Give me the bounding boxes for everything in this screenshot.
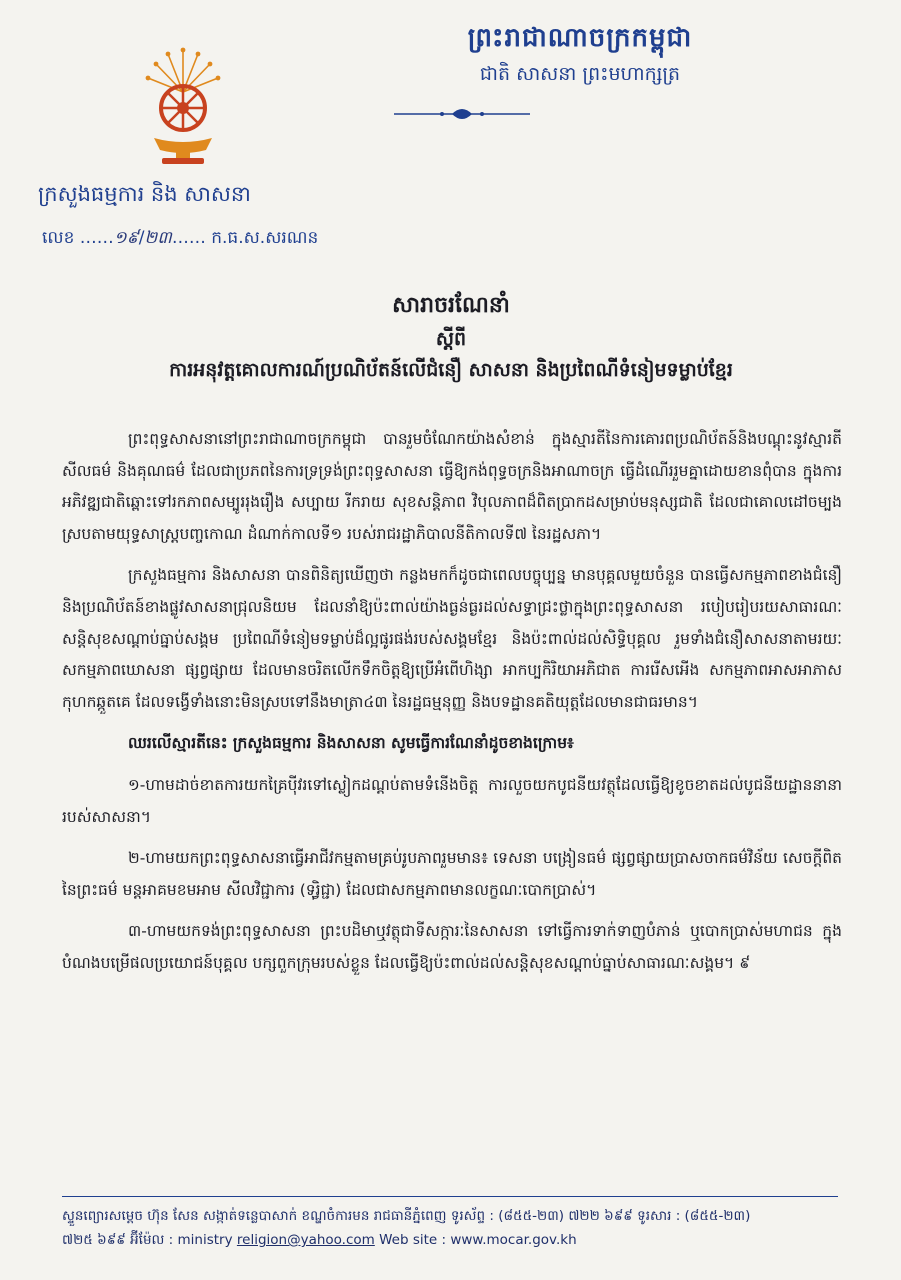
document-type: សារាចរណែនាំ <box>392 293 510 318</box>
ref-number: ១៩ <box>113 228 139 248</box>
instruction-item-3-text: ៣-ហាមយកទង់ព្រះពុទ្ធសាសនា ព្រះបដិមាឬវត្ថុជាទីសក្ការៈនៃសាសនា ទៅធ្វើការទាក់ទាញបំភាន់ ឬបោកប្រាស់មហាជន ក្នុងបំណងបម្រើផលប្រយោជន៍បុគ្គល បក្សពួកក្រុមរបស់ខ្លួន ដែលធ្វើឱ្យប៉ះពាល់ដល់សន្តិសុខសណ្តាប់ធ្នាប់សាធារណៈសង្គម។ <box>62 922 842 972</box>
kingdom-title: ព្រះរាជាណាចក្រកម្ពុជា <box>467 23 693 53</box>
kingdom-header <box>300 18 860 90</box>
instruction-item-3 <box>62 916 842 979</box>
footer-contact-line <box>62 1228 838 1252</box>
instruction-item-1: ១-ហាមដាច់ខាតការយកគ្រៃប៉ីវរទៅស្លៀកដណ្តប់តាមទំនើងចិត្ត ការលួចយកបូជនីយវត្ថុដែលធ្វើឱ្យខូចខាតដល់បូជនីយដ្ឋាននានារបស់សាសនា។ <box>62 775 842 826</box>
header-ornament-icon <box>392 104 532 124</box>
ref-label: លេខ <box>42 228 75 248</box>
email-link[interactable]: religion@yahoo.com <box>236 1232 375 1248</box>
ref-code: ក.ធ.ស.សរណន <box>211 228 319 248</box>
national-motto: ជាតិ សាសនា ព្រះមហាក្សត្រ <box>479 63 681 85</box>
paragraph-3: ឈរលើស្មារតីនេះ ក្រសួងធម្មការ និងសាសនា សូមធ្វើការណែនាំដូចខាងក្រោម៖ <box>128 734 574 753</box>
paragraph-2: ក្រសួងធម្មការ និងសាសនា បានពិនិត្យឃើញថា កន្លងមកក៏ដូចជាពេលបច្ចុប្បន្ន មានបុគ្គលមួយចំនួន បានធ្វើសកម្មភាពខាងជំនឿ និងប្រណិប័តន៍ខាងផ្លូវសាសនាជ្រុលនិយម ដែលនាំឱ្យប៉ះពាល់យ៉ាងធ្ងន់ធ្ងរដល់សទ្ធាជ្រះថ្លាក្នុងព្រះពុទ្ធសាសនា របៀបរៀបរយសាធារណៈ សន្តិសុខសណ្តាប់ធ្នាប់សង្គម ប្រពៃណីទំនៀមទម្លាប់ដ៏ល្អផូរផង់របស់សង្គមខ្មែរ និងប៉ះពាល់ដល់សិទ្ធិបុគ្គល រួមទាំងជំនឿសាសនាតាមរយៈសកម្មភាពឃោសនា ផ្សព្វផ្សាយ ដែលមានចរិតលើកទឹកចិត្តឱ្យប្រើអំពើហិង្សា អាកប្បកិរិយាអភិជាត ការរើសអើង សកម្មភាពអាសអាភាស កុហកឆ្កួតគេ ដែលទង្វើទាំងនោះមិនស្របទៅនឹងមាត្រា៤៣ នៃរដ្ឋធម្មនុញ្ញ និងបទដ្ឋានគតិយុត្តដែលមានជាធរមាន។ <box>62 566 842 711</box>
ref-year: ២៣ <box>144 228 172 248</box>
ministry-emblem-icon <box>140 46 226 166</box>
subject-prefix: ស្តីពី <box>435 328 467 350</box>
footer-contact-prefix: ៧២៥ ៦៩៩ អ៊ីម៉ែល : ministry <box>62 1232 237 1248</box>
document-body <box>62 424 842 990</box>
footer-website: Web site : www.mocar.gov.kh <box>374 1232 577 1248</box>
document-subject: ការអនុវត្តគោលការណ៍ប្រណិប័តន៍លើជំនឿ សាសនា និងប្រពៃណីទំនៀមទម្លាប់ខ្មែរ <box>169 359 733 381</box>
footer-address-line: ស្ទួនព្យោរសម្តេច ហ៊ុន សែន សង្កាត់ទន្លេបាសាក់ ខណ្ឌចំការមន រាជធានីភ្នំពេញ ទូរស័ព្ទ : (៨៥៥-២៣) ៧២២ ៦៩៩ ទូរសារ : (៨៥៥-២៣) <box>62 1208 751 1224</box>
ministry-name: ក្រសួងធម្មការ និង សាសនា <box>38 182 251 206</box>
reference-number-line: លេខ ……១៩/២៣…… ក.ធ.ស.សរណន <box>42 228 319 248</box>
instruction-item-2: ២-ហាមយកព្រះពុទ្ធសាសនាធ្វើអាជីវកម្មតាមគ្រប់រូបភាពរួមមាន៖ ទេសនា បង្រៀនធម៌ ផ្សព្វផ្សាយប្រាសចាកធម៌វិន័យ សេចក្តីពិតនៃព្រះធម៌ មន្តអាគមខមអាម សីលវិជ្ជាការ (ទុរ្វិជ្ជា) ដែលជាសកម្មភាពមានលក្ខណៈបោកប្រាស់។ <box>62 849 842 899</box>
paragraph-1: ព្រះពុទ្ធសាសនានៅព្រះរាជាណាចក្រកម្ពុជា បានរួមចំណែកយ៉ាងសំខាន់ ក្នុងស្មារតីនៃការគោរពប្រណិប័តន៍និងបណ្តុះនូវស្មារតីសីលធម៌ និងគុណធម៌ ដែលជាប្រភពនៃការទ្រទ្រង់ព្រះពុទ្ធសាសនា ធ្វើឱ្យកង់ពុទ្ធចក្រនិងអាណាចក្រ ធ្វើដំណើររួមគ្នាដោយខានពុំបាន ក្នុងការអភិវឌ្ឍជាតិឆ្ពោះទៅរកភាពសម្បូររុងរឿង សប្បាយ រីករាយ សុខសន្តិភាព វិបុលភាពដ៏ពិតប្រាកដសម្រាប់មនុស្សជាតិ ដែលជាគោលដៅចម្បងស្របតាមយុទ្ធសាស្ត្របញ្ចកោណ ដំណាក់កាលទី១ របស់រាជរដ្ឋាភិបាលនីតិកាលទី៧ នៃរដ្ឋសភា។ <box>62 430 842 543</box>
page-marker: ៩ <box>739 953 751 972</box>
footer-divider <box>62 1196 838 1197</box>
document-titles <box>40 288 862 386</box>
footer <box>62 1204 838 1252</box>
